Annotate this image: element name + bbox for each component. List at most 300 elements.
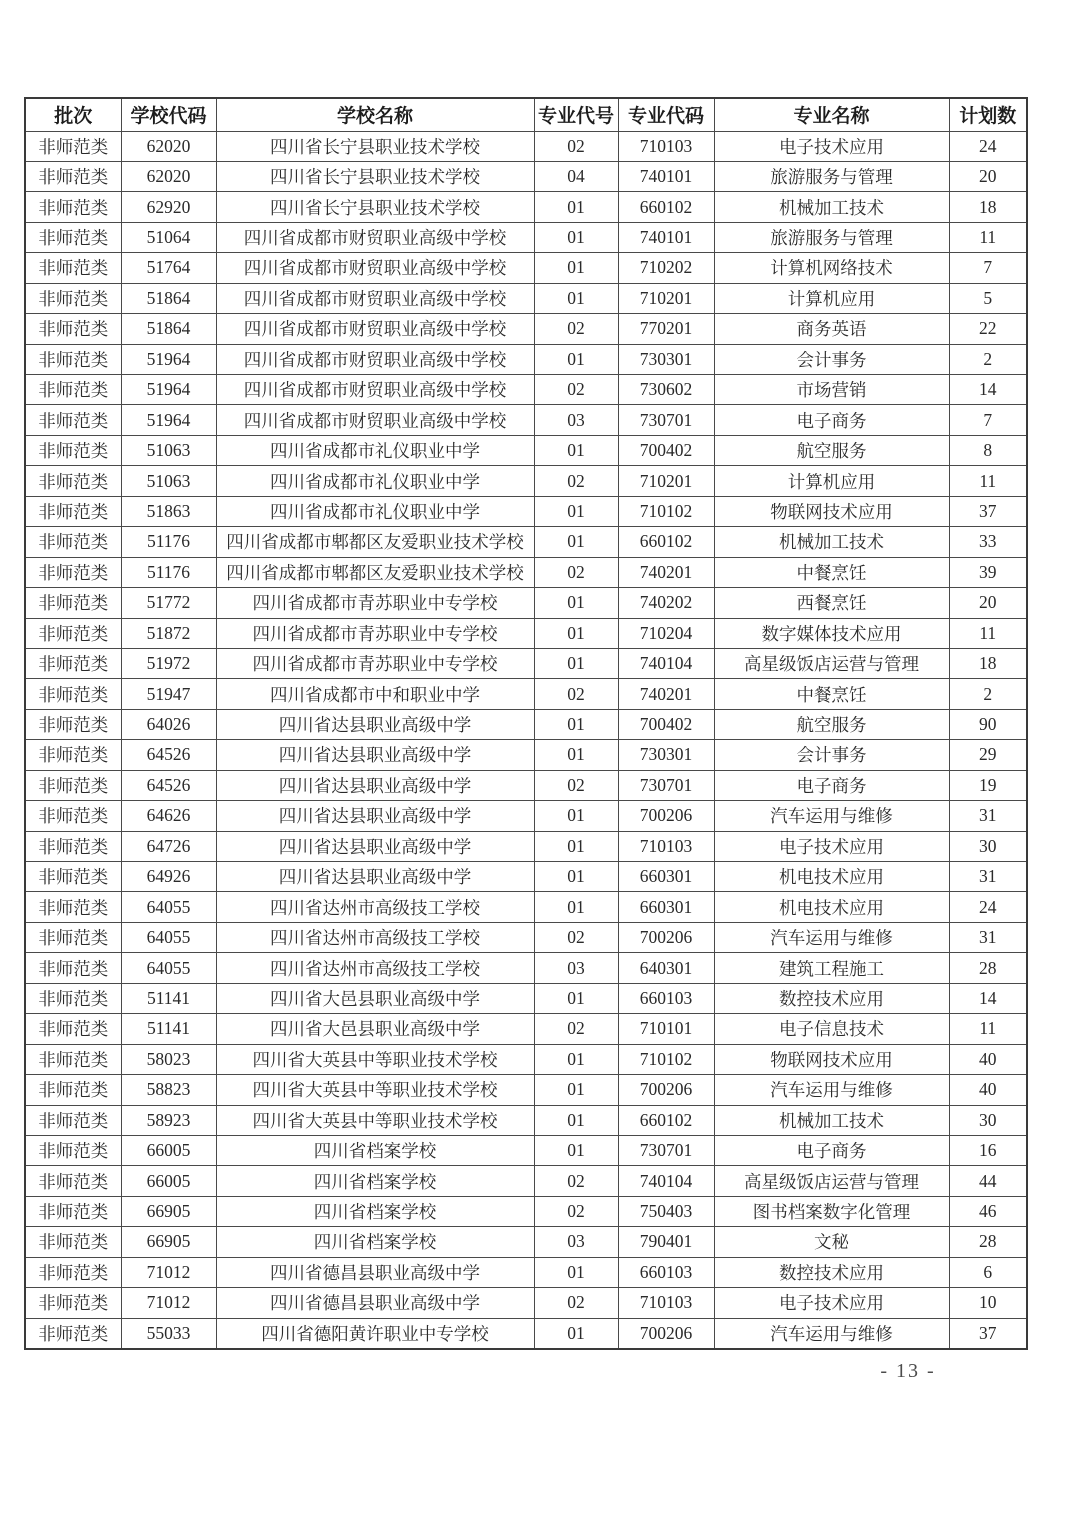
cell-major-number: 03 [534,405,618,435]
cell-school-name: 四川省达州市高级技工学校 [216,953,534,983]
cell-school-name: 四川省成都市财贸职业高级中学校 [216,375,534,405]
cell-major-code: 740104 [618,1166,714,1196]
cell-batch: 非师范类 [25,801,121,831]
cell-major-name: 电子商务 [714,405,949,435]
cell-school-name: 四川省达县职业高级中学 [216,801,534,831]
cell-plan-count: 37 [949,496,1027,526]
cell-major-code: 700206 [618,922,714,952]
header-school-name: 学校名称 [216,98,534,131]
cell-major-name: 机械加工技术 [714,527,949,557]
cell-school-name: 四川省达县职业高级中学 [216,740,534,770]
cell-school-name: 四川省大邑县职业高级中学 [216,1014,534,1044]
header-major-code: 专业代码 [618,98,714,131]
cell-batch: 非师范类 [25,862,121,892]
table-row [25,314,1027,344]
cell-plan-count: 8 [949,435,1027,465]
cell-major-name: 机械加工技术 [714,192,949,222]
cell-batch: 非师范类 [25,953,121,983]
cell-school-code: 51964 [121,344,216,374]
table-row [25,192,1027,222]
cell-major-number: 01 [534,222,618,252]
cell-major-name: 商务英语 [714,314,949,344]
cell-plan-count: 31 [949,862,1027,892]
cell-major-number: 02 [534,922,618,952]
cell-major-name: 会计事务 [714,344,949,374]
cell-major-code: 740104 [618,648,714,678]
cell-school-code: 58823 [121,1075,216,1105]
cell-major-name: 汽车运用与维修 [714,1318,949,1348]
cell-school-code: 64926 [121,862,216,892]
cell-major-code: 660103 [618,1257,714,1287]
table-row [25,1318,1027,1348]
cell-plan-count: 33 [949,527,1027,557]
cell-plan-count: 7 [949,253,1027,283]
cell-school-name: 四川省成都市财贸职业高级中学校 [216,405,534,435]
cell-batch: 非师范类 [25,192,121,222]
cell-major-number: 02 [534,1288,618,1318]
cell-major-number: 01 [534,192,618,222]
cell-major-name: 图书档案数字化管理 [714,1196,949,1226]
cell-major-number: 01 [534,709,618,739]
cell-plan-count: 40 [949,1044,1027,1074]
cell-school-code: 64726 [121,831,216,861]
cell-school-code: 62020 [121,131,216,161]
cell-school-name: 四川省成都市郫都区友爱职业技术学校 [216,527,534,557]
cell-school-code: 55033 [121,1318,216,1348]
cell-batch: 非师范类 [25,618,121,648]
cell-major-name: 数控技术应用 [714,983,949,1013]
cell-school-name: 四川省成都市青苏职业中专学校 [216,588,534,618]
cell-major-name: 西餐烹饪 [714,588,949,618]
cell-major-code: 730701 [618,770,714,800]
cell-plan-count: 24 [949,131,1027,161]
cell-school-code: 51972 [121,648,216,678]
cell-school-name: 四川省成都市青苏职业中专学校 [216,648,534,678]
table-row [25,283,1027,313]
cell-major-name: 文秘 [714,1227,949,1257]
cell-school-code: 62020 [121,161,216,191]
cell-plan-count: 20 [949,161,1027,191]
cell-major-code: 660301 [618,862,714,892]
cell-batch: 非师范类 [25,1014,121,1044]
cell-major-name: 汽车运用与维修 [714,1075,949,1105]
cell-school-code: 51176 [121,527,216,557]
cell-batch: 非师范类 [25,709,121,739]
cell-batch: 非师范类 [25,131,121,161]
cell-plan-count: 46 [949,1196,1027,1226]
cell-major-code: 740201 [618,557,714,587]
table-row [25,375,1027,405]
cell-batch: 非师范类 [25,222,121,252]
cell-plan-count: 11 [949,222,1027,252]
cell-major-code: 710204 [618,618,714,648]
cell-batch: 非师范类 [25,527,121,557]
cell-major-number: 02 [534,131,618,161]
table-row [25,922,1027,952]
cell-school-code: 58023 [121,1044,216,1074]
cell-major-number: 01 [534,1044,618,1074]
cell-school-name: 四川省成都市礼仪职业中学 [216,435,534,465]
cell-major-code: 700206 [618,1318,714,1348]
table-row [25,161,1027,191]
cell-major-number: 01 [534,283,618,313]
cell-major-number: 02 [534,375,618,405]
cell-major-code: 710103 [618,131,714,161]
cell-major-code: 660102 [618,527,714,557]
cell-major-name: 电子技术应用 [714,131,949,161]
cell-plan-count: 31 [949,801,1027,831]
table-row [25,344,1027,374]
cell-major-number: 01 [534,1318,618,1348]
table-row [25,892,1027,922]
cell-major-name: 汽车运用与维修 [714,801,949,831]
cell-plan-count: 30 [949,1105,1027,1135]
header-major-name: 专业名称 [714,98,949,131]
cell-school-code: 51872 [121,618,216,648]
cell-school-code: 66905 [121,1227,216,1257]
cell-school-name: 四川省档案学校 [216,1227,534,1257]
cell-batch: 非师范类 [25,892,121,922]
cell-plan-count: 44 [949,1166,1027,1196]
cell-major-name: 数字媒体技术应用 [714,618,949,648]
header-school-code: 学校代码 [121,98,216,131]
table-row [25,983,1027,1013]
cell-school-code: 71012 [121,1288,216,1318]
cell-major-name: 电子技术应用 [714,831,949,861]
cell-school-name: 四川省大英县中等职业技术学校 [216,1075,534,1105]
cell-plan-count: 90 [949,709,1027,739]
cell-school-name: 四川省档案学校 [216,1135,534,1165]
cell-major-name: 数控技术应用 [714,1257,949,1287]
cell-school-code: 51864 [121,314,216,344]
cell-major-name: 旅游服务与管理 [714,222,949,252]
cell-batch: 非师范类 [25,314,121,344]
cell-major-number: 01 [534,648,618,678]
cell-batch: 非师范类 [25,1257,121,1287]
cell-major-name: 计算机应用 [714,466,949,496]
cell-school-code: 51863 [121,496,216,526]
table-row [25,831,1027,861]
cell-school-code: 64055 [121,953,216,983]
cell-school-code: 51964 [121,405,216,435]
cell-major-name: 物联网技术应用 [714,1044,949,1074]
table-row [25,1257,1027,1287]
cell-major-number: 01 [534,1135,618,1165]
cell-major-name: 电子商务 [714,770,949,800]
cell-school-code: 51964 [121,375,216,405]
cell-batch: 非师范类 [25,1105,121,1135]
cell-plan-count: 11 [949,466,1027,496]
cell-school-code: 66005 [121,1166,216,1196]
cell-school-code: 51063 [121,435,216,465]
cell-school-name: 四川省成都市郫都区友爱职业技术学校 [216,557,534,587]
cell-plan-count: 19 [949,770,1027,800]
cell-plan-count: 39 [949,557,1027,587]
cell-batch: 非师范类 [25,344,121,374]
table-row [25,1166,1027,1196]
table-row [25,862,1027,892]
cell-major-number: 01 [534,344,618,374]
cell-major-number: 03 [534,1227,618,1257]
cell-major-code: 660102 [618,1105,714,1135]
cell-school-name: 四川省大英县中等职业技术学校 [216,1044,534,1074]
cell-plan-count: 31 [949,922,1027,952]
cell-batch: 非师范类 [25,648,121,678]
cell-school-code: 64526 [121,740,216,770]
cell-major-code: 710201 [618,466,714,496]
cell-batch: 非师范类 [25,405,121,435]
cell-plan-count: 20 [949,588,1027,618]
cell-major-code: 790401 [618,1227,714,1257]
cell-major-name: 中餐烹饪 [714,679,949,709]
cell-plan-count: 30 [949,831,1027,861]
cell-major-code: 700402 [618,709,714,739]
cell-batch: 非师范类 [25,1044,121,1074]
cell-school-name: 四川省德昌县职业高级中学 [216,1257,534,1287]
header-plan-count: 计划数 [949,98,1027,131]
cell-school-name: 四川省达县职业高级中学 [216,862,534,892]
cell-batch: 非师范类 [25,435,121,465]
table-row [25,1288,1027,1318]
cell-major-number: 01 [534,831,618,861]
table-row [25,496,1027,526]
cell-school-name: 四川省成都市礼仪职业中学 [216,496,534,526]
cell-school-code: 62920 [121,192,216,222]
admission-plan-table [24,97,1028,1350]
cell-major-name: 电子商务 [714,1135,949,1165]
cell-major-code: 750403 [618,1196,714,1226]
cell-school-code: 51063 [121,466,216,496]
cell-major-name: 电子技术应用 [714,1288,949,1318]
cell-major-name: 物联网技术应用 [714,496,949,526]
cell-school-code: 66905 [121,1196,216,1226]
cell-major-number: 02 [534,1014,618,1044]
table-row [25,618,1027,648]
cell-school-name: 四川省达州市高级技工学校 [216,892,534,922]
cell-major-name: 机电技术应用 [714,892,949,922]
table-row [25,466,1027,496]
cell-school-code: 64026 [121,709,216,739]
cell-major-code: 700206 [618,1075,714,1105]
cell-major-number: 01 [534,496,618,526]
cell-major-code: 640301 [618,953,714,983]
cell-school-code: 51864 [121,283,216,313]
cell-major-number: 01 [534,527,618,557]
cell-major-number: 01 [534,1257,618,1287]
cell-major-number: 01 [534,618,618,648]
cell-school-name: 四川省大邑县职业高级中学 [216,983,534,1013]
cell-plan-count: 18 [949,192,1027,222]
cell-major-code: 730301 [618,740,714,770]
cell-school-name: 四川省长宁县职业技术学校 [216,161,534,191]
cell-major-number: 01 [534,740,618,770]
cell-batch: 非师范类 [25,1135,121,1165]
cell-major-code: 740101 [618,222,714,252]
cell-major-code: 660103 [618,983,714,1013]
cell-batch: 非师范类 [25,770,121,800]
cell-major-name: 计算机应用 [714,283,949,313]
cell-major-code: 740201 [618,679,714,709]
cell-school-name: 四川省达县职业高级中学 [216,831,534,861]
table-row [25,588,1027,618]
table-row [25,953,1027,983]
cell-batch: 非师范类 [25,557,121,587]
cell-major-code: 710201 [618,283,714,313]
cell-major-number: 02 [534,1166,618,1196]
header-major-number: 专业代号 [534,98,618,131]
cell-school-name: 四川省达县职业高级中学 [216,709,534,739]
cell-school-code: 64626 [121,801,216,831]
cell-plan-count: 37 [949,1318,1027,1348]
cell-batch: 非师范类 [25,161,121,191]
cell-major-code: 730301 [618,344,714,374]
cell-major-name: 高星级饭店运营与管理 [714,1166,949,1196]
cell-major-name: 电子信息技术 [714,1014,949,1044]
cell-batch: 非师范类 [25,1227,121,1257]
cell-major-name: 建筑工程施工 [714,953,949,983]
cell-major-name: 机械加工技术 [714,1105,949,1135]
cell-school-code: 71012 [121,1257,216,1287]
cell-major-code: 710102 [618,1044,714,1074]
table-row [25,527,1027,557]
cell-plan-count: 14 [949,375,1027,405]
cell-major-number: 02 [534,1196,618,1226]
cell-school-code: 64055 [121,892,216,922]
cell-plan-count: 40 [949,1075,1027,1105]
cell-school-name: 四川省档案学校 [216,1196,534,1226]
cell-major-number: 02 [534,466,618,496]
table-row [25,253,1027,283]
cell-school-code: 64526 [121,770,216,800]
cell-major-number: 02 [534,679,618,709]
cell-school-name: 四川省德昌县职业高级中学 [216,1288,534,1318]
table-row [25,222,1027,252]
table-row [25,709,1027,739]
cell-school-name: 四川省大英县中等职业技术学校 [216,1105,534,1135]
cell-plan-count: 28 [949,953,1027,983]
table-header [25,98,1027,131]
cell-school-name: 四川省成都市财贸职业高级中学校 [216,314,534,344]
cell-school-name: 四川省成都市礼仪职业中学 [216,466,534,496]
cell-school-name: 四川省档案学校 [216,1166,534,1196]
cell-major-number: 04 [534,161,618,191]
cell-school-code: 58923 [121,1105,216,1135]
cell-school-name: 四川省达县职业高级中学 [216,770,534,800]
cell-batch: 非师范类 [25,283,121,313]
cell-school-code: 66005 [121,1135,216,1165]
table-row [25,740,1027,770]
cell-major-number: 01 [534,983,618,1013]
cell-school-code: 51064 [121,222,216,252]
cell-school-code: 51176 [121,557,216,587]
cell-major-number: 01 [534,588,618,618]
cell-major-name: 机电技术应用 [714,862,949,892]
page-number: - 13 - [880,1360,936,1382]
cell-batch: 非师范类 [25,1196,121,1226]
cell-school-name: 四川省达州市高级技工学校 [216,922,534,952]
cell-plan-count: 11 [949,1014,1027,1044]
cell-major-number: 01 [534,862,618,892]
cell-major-code: 710103 [618,831,714,861]
cell-batch: 非师范类 [25,922,121,952]
cell-plan-count: 14 [949,983,1027,1013]
cell-major-name: 中餐烹饪 [714,557,949,587]
cell-plan-count: 28 [949,1227,1027,1257]
cell-school-name: 四川省成都市中和职业中学 [216,679,534,709]
cell-school-name: 四川省成都市财贸职业高级中学校 [216,283,534,313]
cell-plan-count: 2 [949,344,1027,374]
cell-batch: 非师范类 [25,679,121,709]
cell-batch: 非师范类 [25,983,121,1013]
cell-school-name: 四川省成都市青苏职业中专学校 [216,618,534,648]
cell-major-number: 02 [534,314,618,344]
header-row [25,98,1027,131]
header-batch: 批次 [25,98,121,131]
cell-school-name: 四川省成都市财贸职业高级中学校 [216,222,534,252]
table-row [25,1135,1027,1165]
cell-plan-count: 6 [949,1257,1027,1287]
table-row [25,770,1027,800]
table-row [25,557,1027,587]
cell-plan-count: 29 [949,740,1027,770]
cell-major-number: 02 [534,770,618,800]
cell-major-name: 计算机网络技术 [714,253,949,283]
cell-batch: 非师范类 [25,375,121,405]
cell-major-number: 01 [534,253,618,283]
cell-plan-count: 22 [949,314,1027,344]
cell-major-number: 01 [534,1075,618,1105]
cell-school-code: 51772 [121,588,216,618]
table-body [25,131,1027,1349]
cell-major-code: 740202 [618,588,714,618]
table-row [25,1044,1027,1074]
cell-major-number: 02 [534,557,618,587]
cell-plan-count: 2 [949,679,1027,709]
cell-school-name: 四川省长宁县职业技术学校 [216,192,534,222]
table-row [25,405,1027,435]
cell-major-code: 740101 [618,161,714,191]
cell-major-code: 730602 [618,375,714,405]
cell-major-name: 高星级饭店运营与管理 [714,648,949,678]
cell-plan-count: 10 [949,1288,1027,1318]
cell-school-name: 四川省德阳黄许职业中专学校 [216,1318,534,1348]
cell-plan-count: 18 [949,648,1027,678]
cell-major-number: 01 [534,1105,618,1135]
cell-plan-count: 16 [949,1135,1027,1165]
cell-major-code: 770201 [618,314,714,344]
cell-major-code: 730701 [618,405,714,435]
cell-major-name: 汽车运用与维修 [714,922,949,952]
cell-major-code: 730701 [618,1135,714,1165]
cell-school-code: 51947 [121,679,216,709]
cell-batch: 非师范类 [25,1318,121,1348]
cell-batch: 非师范类 [25,496,121,526]
table-row [25,131,1027,161]
cell-major-number: 01 [534,892,618,922]
cell-school-code: 51141 [121,983,216,1013]
table-row [25,1014,1027,1044]
table-row [25,648,1027,678]
cell-major-code: 710202 [618,253,714,283]
cell-school-code: 51764 [121,253,216,283]
cell-major-name: 航空服务 [714,435,949,465]
table-row [25,1196,1027,1226]
cell-batch: 非师范类 [25,1075,121,1105]
cell-major-code: 660102 [618,192,714,222]
cell-school-name: 四川省成都市财贸职业高级中学校 [216,253,534,283]
cell-major-code: 710103 [618,1288,714,1318]
cell-major-name: 旅游服务与管理 [714,161,949,191]
